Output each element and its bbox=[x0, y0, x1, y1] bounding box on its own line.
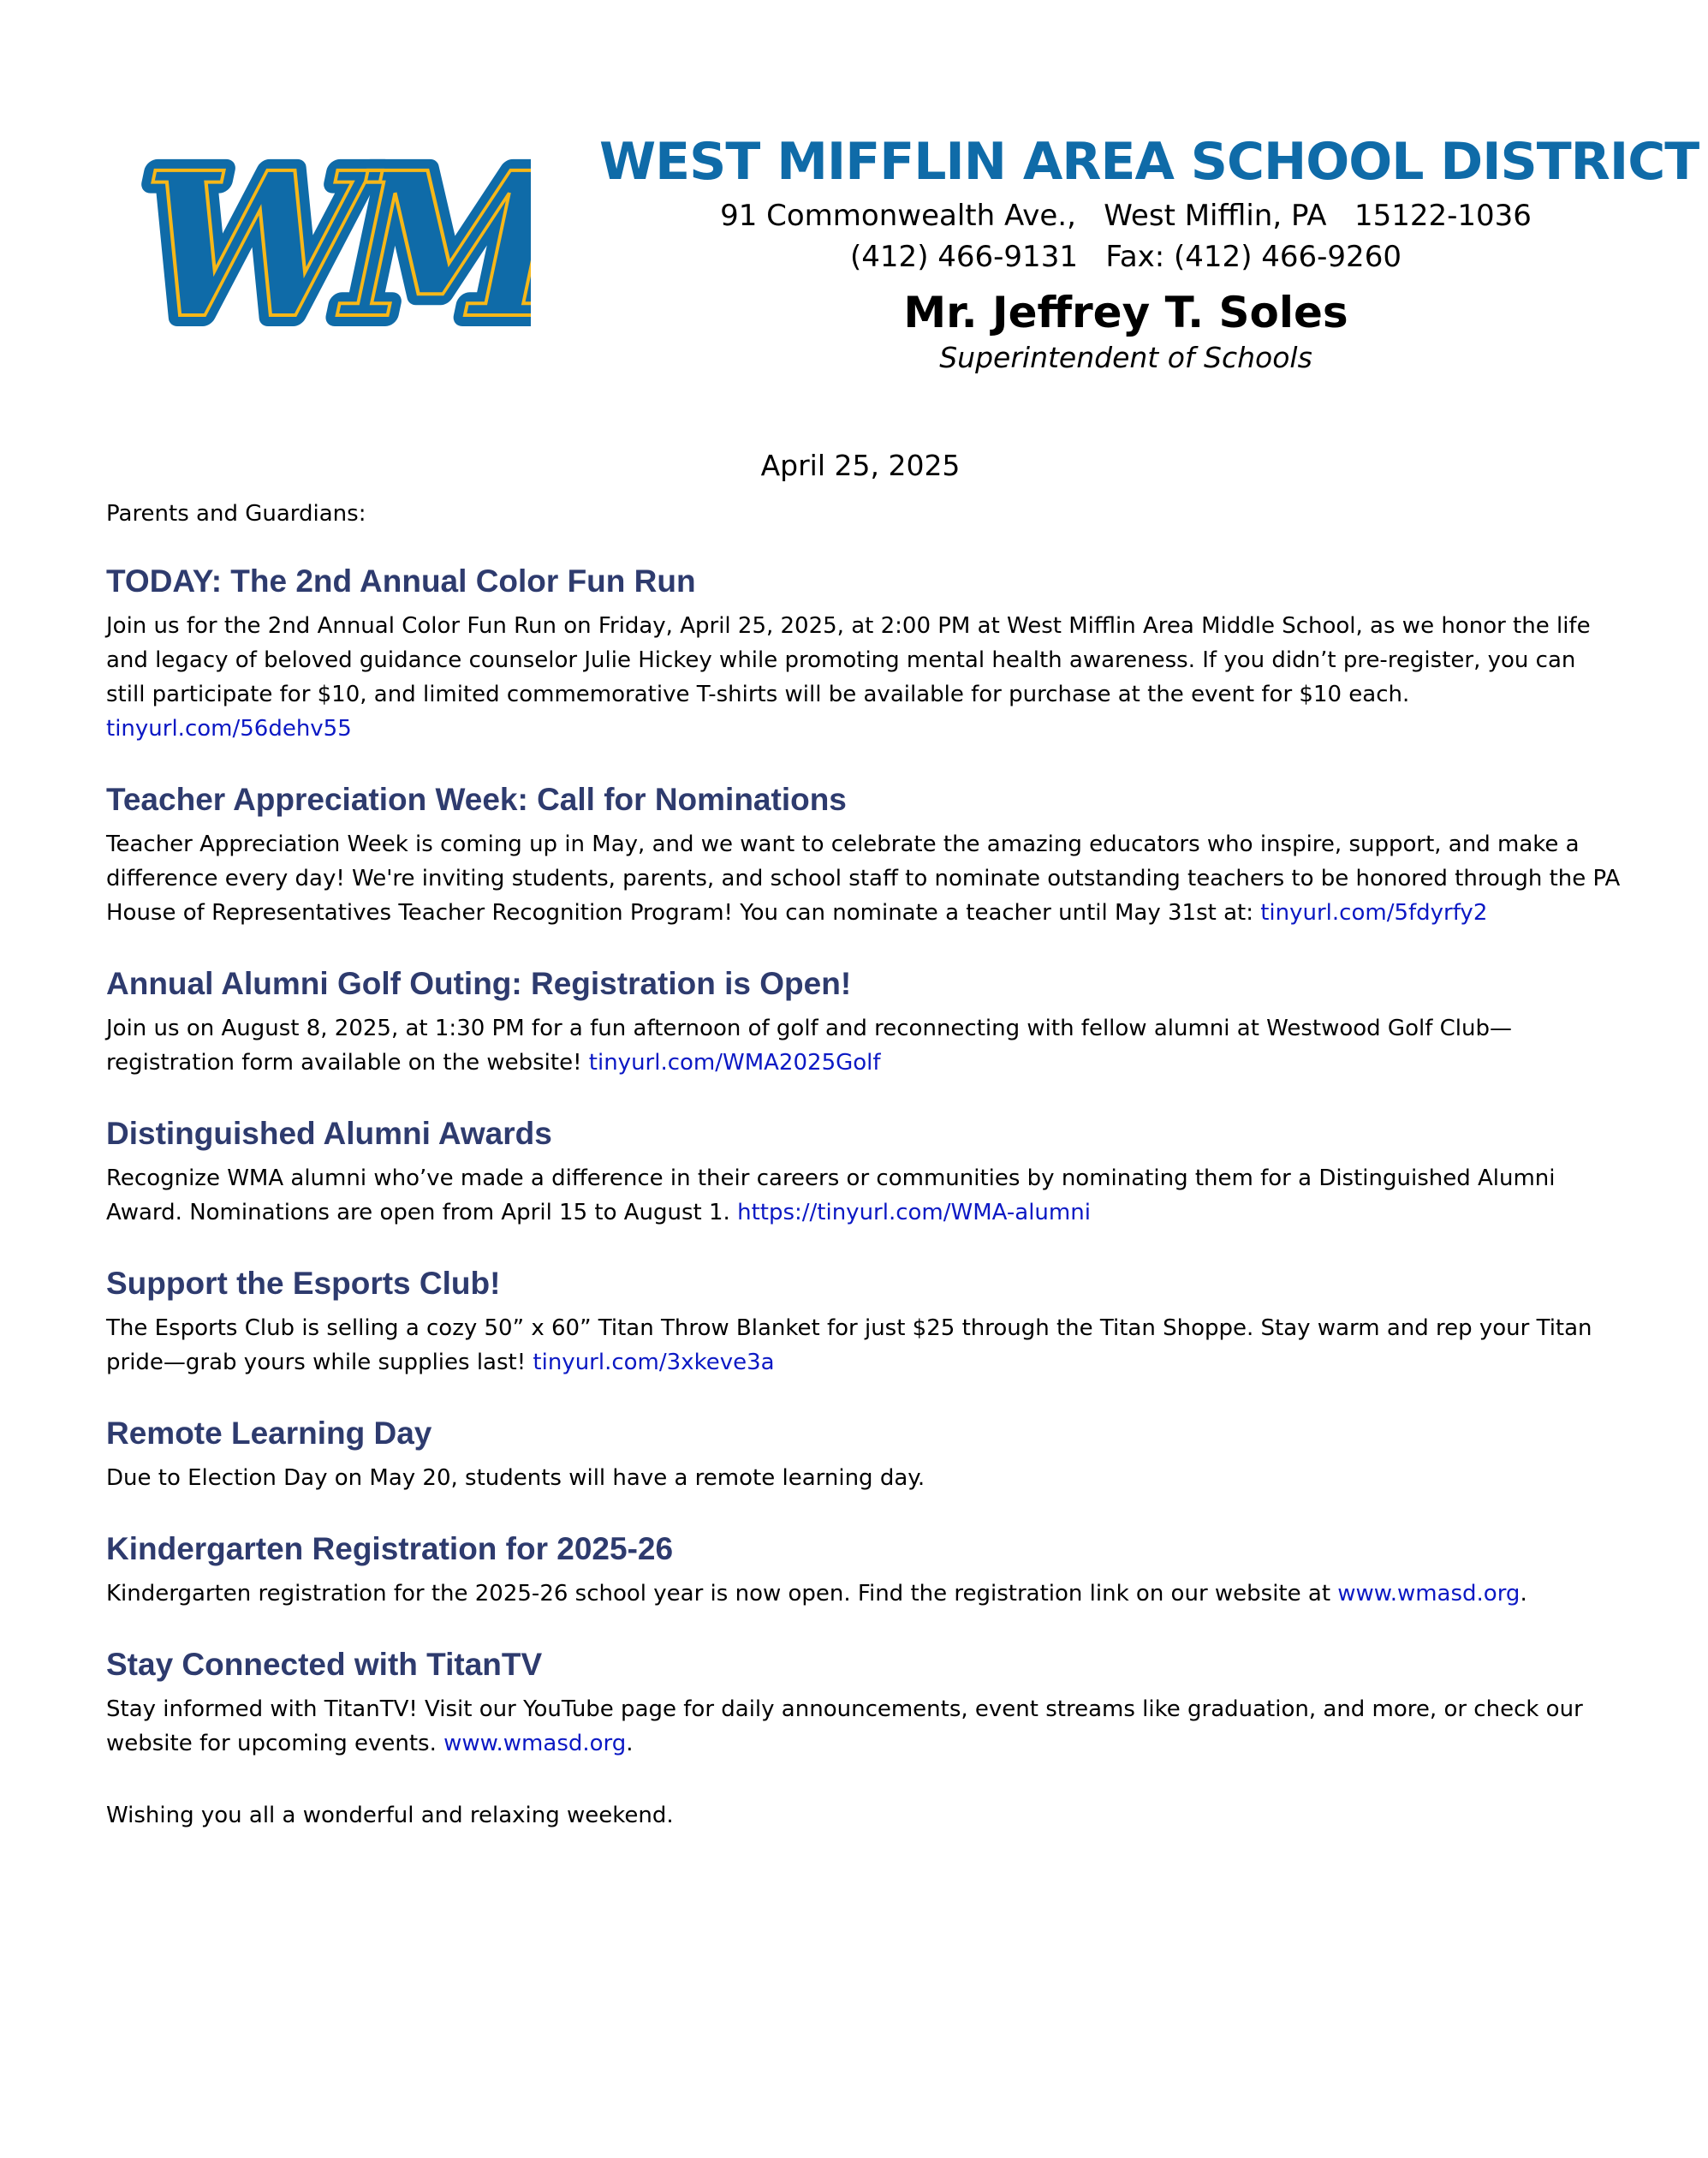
section-heading: Stay Connected with TitanTV bbox=[106, 1647, 543, 1682]
section-text bbox=[106, 609, 1622, 746]
section-color-fun-run bbox=[106, 561, 1622, 746]
section-teacher-appreciation bbox=[106, 779, 1622, 930]
section-body: Due to Election Day on May 20, students will have a remote learning day. bbox=[106, 1465, 925, 1491]
section-heading: Teacher Appreciation Week: Call for Nominations bbox=[106, 782, 847, 817]
section-heading: TODAY: The 2nd Annual Color Fun Run bbox=[106, 563, 696, 599]
section-link[interactable]: www.wmasd.org bbox=[1337, 1581, 1521, 1607]
section-link[interactable]: tinyurl.com/5fdyrfy2 bbox=[1260, 900, 1488, 926]
section-distinguished-alumni bbox=[106, 1113, 1622, 1230]
section-alumni-golf bbox=[106, 963, 1622, 1080]
section-body: The Esports Club is selling a cozy 50” x 60” Titan Throw Blanket for just $25 through the Titan Shoppe. Stay warm and rep your Titan pride—grab yours while supplies last! bbox=[106, 1315, 1592, 1375]
section-after: . bbox=[626, 1731, 634, 1756]
section-titantv bbox=[106, 1644, 1622, 1761]
section-heading: Annual Alumni Golf Outing: Registration is Open! bbox=[106, 966, 852, 1001]
section-body: Stay informed with TitanTV! Visit our YouTube page for daily announcements, event streams like graduation, and more, or check our website for upcoming events. bbox=[106, 1696, 1583, 1756]
section-body: Join us for the 2nd Annual Color Fun Run on Friday, April 25, 2025, at 2:00 PM at West Mifflin Area Middle School, as we honor the life and legacy of beloved guidance counselor Julie Hickey while promoting mental health awareness. If you didn’t pre-register, you can still participate for $10, and limited commemorative T-shirts will be available for purchase at the event for $10 each. bbox=[106, 613, 1591, 707]
district-logo bbox=[128, 144, 531, 358]
section-heading: Remote Learning Day bbox=[106, 1416, 432, 1451]
section-link[interactable]: tinyurl.com/3xkeve3a bbox=[533, 1350, 775, 1375]
section-heading: Kindergarten Registration for 2025-26 bbox=[106, 1531, 674, 1566]
section-text bbox=[106, 1161, 1622, 1230]
section-remote-learning bbox=[106, 1413, 1622, 1495]
district-phone-fax: (412) 466-9131 Fax: (412) 466-9260 bbox=[850, 240, 1402, 274]
section-link[interactable]: tinyurl.com/WMA2025Golf bbox=[588, 1050, 881, 1076]
section-kindergarten-registration bbox=[106, 1529, 1622, 1611]
section-body: Teacher Appreciation Week is coming up in May, and we want to celebrate the amazing educators who inspire, support, and make a difference every day! We're inviting students, parents, and school staff to nominate outstanding teachers to be honored through the PA House of Representatives Teacher Recognition Program! You can nominate a teacher until May 31st at: bbox=[106, 832, 1621, 926]
logo-wm-outline: WM bbox=[128, 144, 531, 358]
section-text bbox=[106, 1577, 1622, 1611]
closing-line: Wishing you all a wonderful and relaxing weekend. bbox=[106, 1803, 674, 1828]
superintendent-name: Mr. Jeffrey T. Soles bbox=[903, 288, 1348, 337]
section-text bbox=[106, 827, 1622, 930]
salutation: Parents and Guardians: bbox=[106, 501, 366, 527]
section-link[interactable]: https://tinyurl.com/WMA-alumni bbox=[737, 1200, 1091, 1225]
section-body: Join us on August 8, 2025, at 1:30 PM for a fun afternoon of golf and reconnecting with fellow alumni at Westwood Golf Club—registration form available on the website! bbox=[106, 1016, 1512, 1076]
section-body: Recognize WMA alumni who’ve made a difference in their careers or communities by nominating them for a Distinguished Alumni Award. Nominations are open from April 15 to August 1. bbox=[106, 1165, 1556, 1225]
section-after: . bbox=[1520, 1581, 1527, 1607]
section-link[interactable]: www.wmasd.org bbox=[443, 1731, 627, 1756]
section-link[interactable]: tinyurl.com/56dehv55 bbox=[106, 716, 352, 742]
section-text bbox=[106, 1311, 1622, 1380]
district-address: 91 Commonwealth Ave., West Mifflin, PA 15122-1036 bbox=[720, 199, 1532, 233]
letterhead bbox=[599, 128, 1699, 375]
section-esports-club bbox=[106, 1263, 1622, 1380]
letter-date: April 25, 2025 bbox=[760, 449, 961, 482]
letter-body bbox=[106, 561, 1622, 1833]
section-body: Kindergarten registration for the 2025-26 school year is now open. Find the registration link on our website at bbox=[106, 1581, 1338, 1607]
section-heading: Support the Esports Club! bbox=[106, 1266, 501, 1301]
superintendent-title: Superintendent of Schools bbox=[939, 341, 1312, 374]
section-heading: Distinguished Alumni Awards bbox=[106, 1116, 552, 1151]
section-text bbox=[106, 1011, 1622, 1080]
district-name: WEST MIFFLIN AREA SCHOOL DISTRICT bbox=[599, 132, 1699, 192]
section-text bbox=[106, 1692, 1622, 1761]
section-text bbox=[106, 1461, 1622, 1495]
logo-wm-letters: WM bbox=[128, 144, 531, 358]
